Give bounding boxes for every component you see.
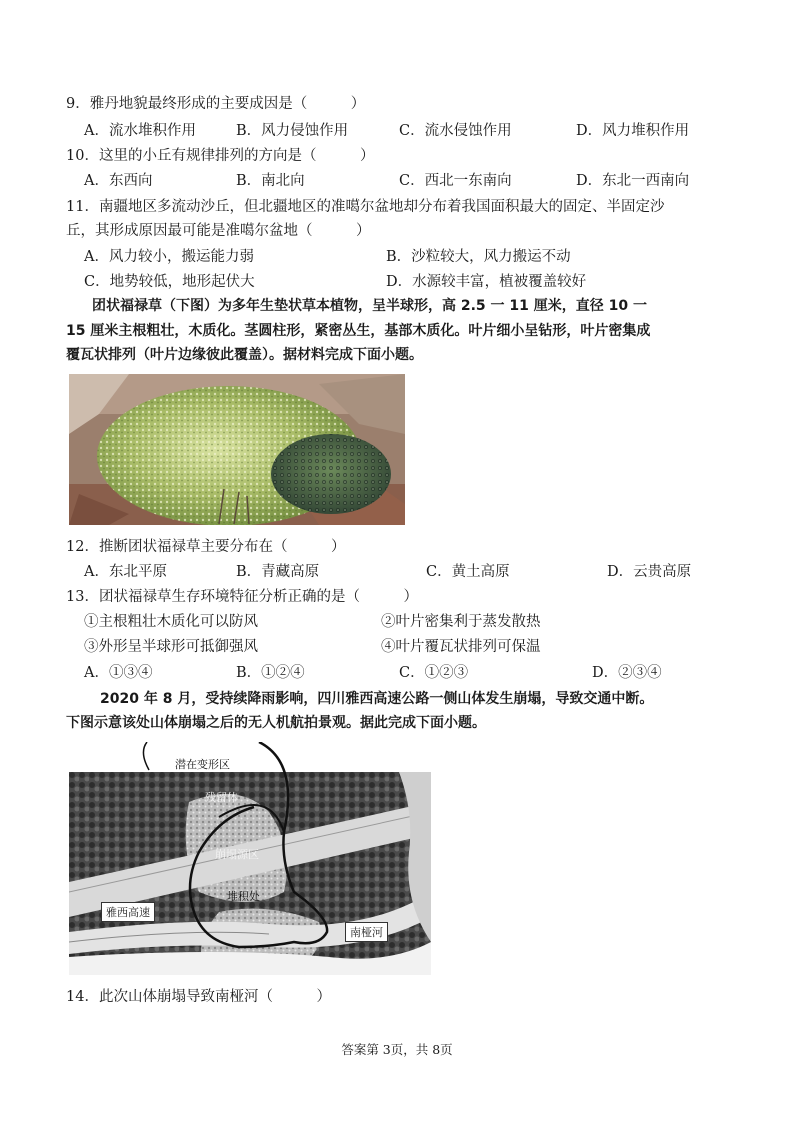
q13-option-c: C．①②③ — [399, 665, 469, 681]
q10-options — [84, 171, 744, 191]
q9-option-b: B．风力侵蚀作用 — [236, 123, 349, 139]
q10-stem: 10．这里的小丘有规律排列的方向是（ ） — [66, 148, 375, 164]
q12-options — [84, 562, 744, 582]
label-residual-body: 残留体 — [205, 791, 238, 804]
q11-option-d: D．水源较丰富，植被覆盖较好 — [386, 274, 587, 290]
page-footer: 答案第 3页，共 8页 — [341, 1042, 453, 1057]
q9-option-a: A．流水堆积作用 — [84, 123, 196, 139]
q11-stem-line1: 11．南疆地区多流动沙丘，但北疆地区的准噶尔盆地却分布着我国面积最大的固定、半固定沙 — [66, 199, 665, 215]
label-potential-zone: 潜在变形区 — [175, 758, 230, 771]
q13-statement-4: ④叶片覆瓦状排列可保温 — [381, 639, 541, 655]
q10-option-d: D．东北一西南向 — [576, 173, 690, 189]
q13-statement-1: ①主根粗壮木质化可以防风 — [84, 614, 258, 630]
q12-option-c: C．黄土高原 — [426, 564, 510, 580]
q13-statements-row2 — [84, 637, 744, 657]
q11-option-c: C．地势较低，地形起伏大 — [84, 274, 255, 290]
q12-option-d: D．云贵高原 — [607, 564, 692, 580]
q11-options-row1 — [84, 247, 744, 267]
q11-options-row2 — [84, 272, 744, 292]
material2-line2: 下图示意该处山体崩塌之后的无人机航拍景观。据此完成下面小题。 — [66, 715, 486, 731]
q10-option-c: C．西北一东南向 — [399, 173, 512, 189]
q13-statements-row1 — [84, 612, 744, 632]
q9-options — [84, 121, 744, 141]
q13-stem: 13．团状福禄草生存环境特征分析正确的是（ ） — [66, 589, 418, 605]
cushion-plant-illustration — [69, 374, 405, 525]
q12-stem: 12．推断团状福禄草主要分布在（ ） — [66, 539, 346, 555]
q12-option-a: A．东北平原 — [84, 564, 167, 580]
q11-option-a: A．风力较小，搬运能力弱 — [84, 249, 254, 265]
material1-line1: 团状福禄草（下图）为多年生垫状草本植物，呈半球形，高 2.5 一 11 厘米，直径 10 一 — [92, 298, 648, 314]
q10-option-b: B．南北向 — [236, 173, 305, 189]
q11-option-b: B．沙粒较大，风力搬运不动 — [386, 249, 571, 265]
q13-option-b: B．①②④ — [236, 665, 305, 681]
material1-line2: 15 厘米主根粗壮，木质化。茎圆柱形，紧密丛生，基部木质化。叶片细小呈钻形，叶片密集成 — [66, 323, 651, 339]
q11-stem-line2: 丘，其形成原因最可能是准噶尔盆地（ ） — [66, 223, 371, 239]
q12-option-b: B．青藏高原 — [236, 564, 320, 580]
material2-line1: 2020 年 8 月，受持续降雨影响，四川雅西高速公路一侧山体发生崩塌，导致交通中断。 — [100, 691, 654, 707]
q9-stem: 9．雅丹地貌最终形成的主要成因是（ ） — [66, 96, 366, 112]
q10-option-a: A．东西向 — [84, 173, 153, 189]
q13-options — [84, 663, 744, 683]
landslide-aerial-figure — [69, 742, 431, 975]
q13-statement-2: ②叶片密集利于蒸发散热 — [381, 614, 541, 630]
label-source-zone: 崩塌源区 — [215, 848, 259, 861]
q13-option-d: D．②③④ — [592, 665, 662, 681]
q9-option-c: C．流水侵蚀作用 — [399, 123, 512, 139]
material1-line3: 覆瓦状排列（叶片边缘彼此覆盖）。据材料完成下面小题。 — [66, 347, 423, 363]
q14-stem: 14．此次山体崩塌导致南桠河（ ） — [66, 989, 331, 1005]
q9-option-d: D．风力堆积作用 — [576, 123, 690, 139]
label-deposit-site: 堆积处 — [227, 890, 260, 903]
cushion-plant-photo — [69, 374, 405, 525]
label-river: 南桠河 — [345, 922, 388, 942]
q13-option-a: A．①③④ — [84, 665, 153, 681]
q13-statement-3: ③外形呈半球形可抵御强风 — [84, 639, 258, 655]
label-highway: 雅西高速 — [101, 902, 155, 922]
